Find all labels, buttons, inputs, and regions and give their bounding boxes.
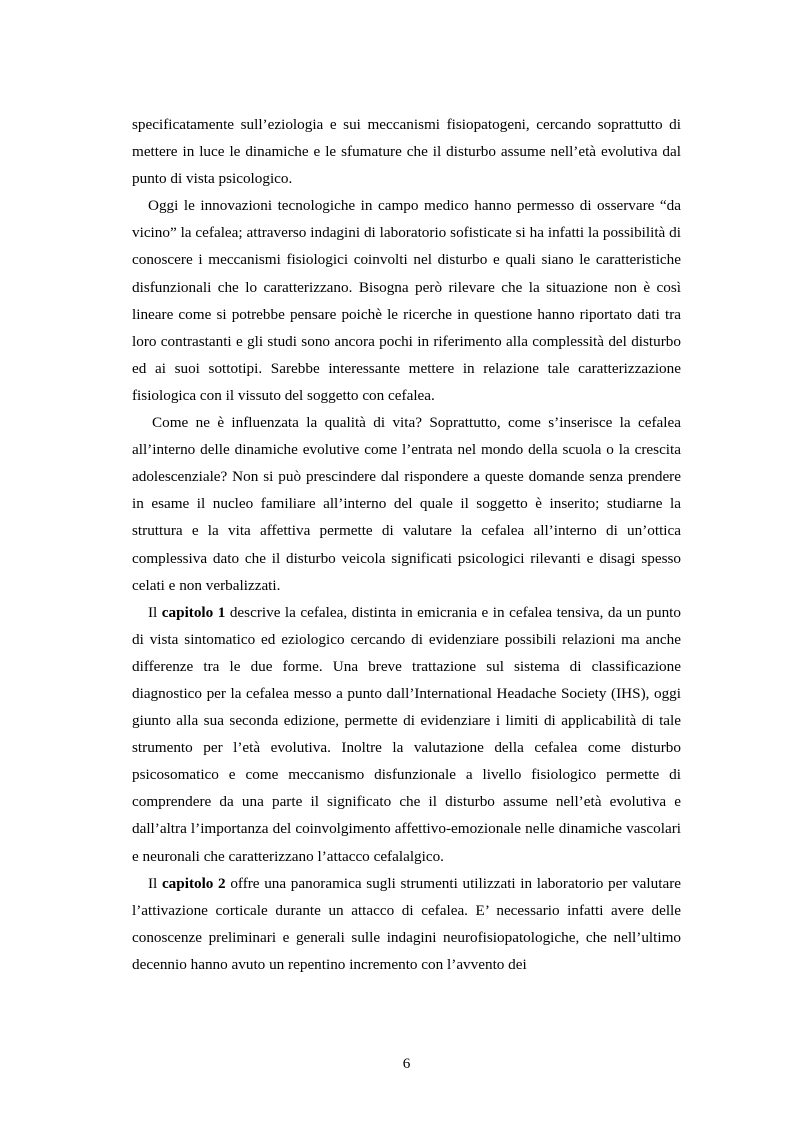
paragraph-5: Il capitolo 2 offre una panoramica sugli strumenti utilizzati in laboratorio per valutare l’attivazione corticale durante un attacco di cefalea. E’ necessario infatti avere delle conoscenze preliminari e generali sulle indagini neurofisiopatologiche, che nell’ultimo decennio hanno avuto un repentino incremento con l’avvento dei	[132, 874, 681, 973]
body-text	[132, 111, 681, 978]
chapter-1-reference: capitolo 1	[161, 603, 226, 621]
chapter-2-reference: capitolo 2	[161, 874, 226, 892]
paragraph-2: Oggi le innovazioni tecnologiche in campo medico hanno permesso di osservare “da vicino” la cefalea; attraverso indagini di laboratorio sofisticate si ha infatti la possibilità di conoscere i meccanismi fisiologici coinvolti nel disturbo e quali siano le caratteristiche disfunzionali che lo caratterizzano. Bisogna però rilevare che la situazione non è così lineare come si potrebbe pensare poichè le ricerche in questione hanno riportato dati tra loro contrastanti e gli studi sono ancora pochi in riferimento alla complessità del disturbo ed ai suoi sottotipi. Sarebbe interessante mettere in relazione tale caratterizzazione fisiologica con il vissuto del soggetto con cefalea.	[132, 197, 681, 404]
paragraph-3: Come ne è influenzata la qualità di vita? Soprattutto, come s’inserisce la cefalea all’interno delle dinamiche evolutive come l’entrata nel mondo della scuola o la crescita adolescenziale? Non si può prescindere dal rispondere a queste domande senza prendere in esame il nucleo familiare all’interno del quale il soggetto è inserito; studiarne la struttura e la vita affettiva permette di valutare la cefalea all’interno di un’ottica complessiva dato che il disturbo veicola significati psicologici rilevanti e disagi spesso celati e non verbalizzati.	[132, 414, 681, 594]
page-number: 6	[402, 1055, 411, 1072]
paragraph-1: specificatamente sull’eziologia e sui meccanismi fisiopatogeni, cercando soprattutto di mettere in luce le dinamiche e le sfumature che il disturbo assume nell’età evolutiva dal punto di vista psicologico.	[132, 116, 681, 188]
paragraph-4: Il capitolo 1 descrive la cefalea, distinta in emicrania e in cefalea tensiva, da un punto di vista sintomatico ed eziologico cercando di evidenziare possibili relazioni ma anche differenze tra le due forme. Una breve trattazione sul sistema di classificazione diagnostico per la cefalea messo a punto dall’International Headache Society (IHS), oggi giunto alla sua seconda edizione, permette di evidenziare i limiti di applicabilità di tale strumento per l’età evolutiva. Inoltre la valutazione della cefalea come disturbo psicosomatico e come meccanismo disfunzionale a livello fisiologico permette di comprendere da una parte il significato che il disturbo assume nell’età evolutiva e dall’altra l’importanza del coinvolgimento affettivo-emozionale nelle dinamiche vascolari e neuronali che caratterizzano l’attacco cefalalgico.	[132, 603, 681, 865]
